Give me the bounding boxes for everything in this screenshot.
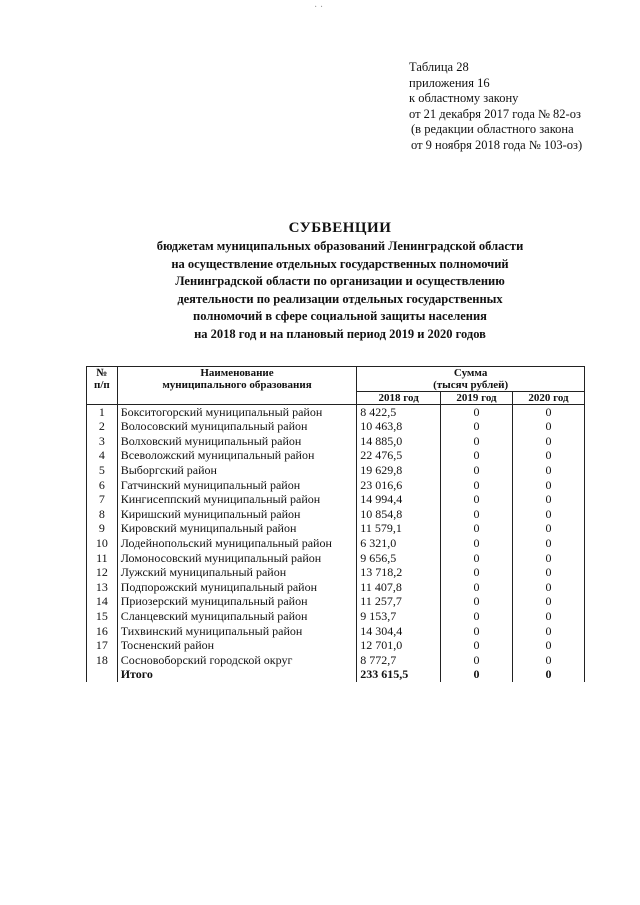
cell-name: Сланцевский муниципальный район bbox=[117, 609, 357, 624]
total-label: Итого bbox=[117, 668, 357, 683]
header-name-line1: Наименование bbox=[200, 367, 274, 379]
cell-2019: 0 bbox=[441, 493, 513, 508]
table-total-row bbox=[87, 668, 585, 683]
subventions-table bbox=[86, 366, 585, 682]
cell-name: Сосновоборский городской округ bbox=[117, 653, 357, 668]
cell-2019: 0 bbox=[441, 609, 513, 624]
annex-reference bbox=[409, 60, 582, 153]
cell-2020: 0 bbox=[513, 522, 585, 537]
cell-2020: 0 bbox=[513, 449, 585, 464]
cell-number bbox=[87, 668, 118, 683]
cell-2020: 0 bbox=[513, 536, 585, 551]
cell-number: 12 bbox=[87, 566, 118, 581]
cell-number: 7 bbox=[87, 493, 118, 508]
cell-2019: 0 bbox=[441, 536, 513, 551]
cell-name: Волховский муниципальный район bbox=[117, 434, 357, 449]
table-row bbox=[87, 420, 585, 435]
title-line: на 2018 год и на плановый период 2019 и 2020 годов bbox=[194, 326, 486, 341]
cell-number: 8 bbox=[87, 507, 118, 522]
cell-2020: 0 bbox=[513, 463, 585, 478]
cell-name: Кировский муниципальный район bbox=[117, 522, 357, 537]
table-row bbox=[87, 551, 585, 566]
cell-name: Волосовский муниципальный район bbox=[117, 420, 357, 435]
cell-2020: 0 bbox=[513, 434, 585, 449]
table-row bbox=[87, 609, 585, 624]
cell-2020: 0 bbox=[513, 595, 585, 610]
cell-2020: 0 bbox=[513, 405, 585, 420]
total-2018: 233 615,5 bbox=[357, 668, 441, 683]
cell-number: 15 bbox=[87, 609, 118, 624]
cell-2018: 10 463,8 bbox=[357, 420, 441, 435]
cell-2018: 11 579,1 bbox=[357, 522, 441, 537]
cell-2020: 0 bbox=[513, 478, 585, 493]
cell-2020: 0 bbox=[513, 653, 585, 668]
header-sum-line1: Сумма bbox=[453, 367, 488, 379]
cell-2019: 0 bbox=[441, 463, 513, 478]
annex-line: (в редакции областного закона bbox=[411, 122, 574, 136]
cell-2020: 0 bbox=[513, 580, 585, 595]
table-header-row bbox=[87, 367, 585, 392]
cell-2020: 0 bbox=[513, 624, 585, 639]
cell-2018: 19 629,8 bbox=[357, 463, 441, 478]
cell-2020: 0 bbox=[513, 639, 585, 654]
annex-line: к областному закону bbox=[409, 91, 519, 105]
cell-number: 16 bbox=[87, 624, 118, 639]
cell-number: 4 bbox=[87, 449, 118, 464]
cell-2019: 0 bbox=[441, 420, 513, 435]
cell-2019: 0 bbox=[441, 595, 513, 610]
total-2020: 0 bbox=[513, 668, 585, 683]
cell-2020: 0 bbox=[513, 507, 585, 522]
page-mark: · · bbox=[314, 2, 324, 13]
cell-2018: 10 854,8 bbox=[357, 507, 441, 522]
cell-name: Лужский муниципальный район bbox=[117, 566, 357, 581]
annex-line: от 9 ноября 2018 года № 103-оз) bbox=[411, 137, 583, 152]
document-title bbox=[80, 220, 600, 343]
cell-2019: 0 bbox=[441, 566, 513, 581]
table-row bbox=[87, 522, 585, 537]
cell-2019: 0 bbox=[441, 405, 513, 420]
cell-number: 17 bbox=[87, 639, 118, 654]
cell-number: 14 bbox=[87, 595, 118, 610]
table-row bbox=[87, 580, 585, 595]
cell-2018: 14 304,4 bbox=[357, 624, 441, 639]
cell-2020: 0 bbox=[513, 551, 585, 566]
table-row bbox=[87, 536, 585, 551]
title-line: на осуществление отдельных государственных полномочий bbox=[171, 256, 509, 271]
header-number-line2: п/п bbox=[93, 379, 110, 391]
cell-name: Ломоносовский муниципальный район bbox=[117, 551, 357, 566]
cell-2019: 0 bbox=[441, 580, 513, 595]
cell-name: Бокситогорский муниципальный район bbox=[117, 405, 357, 420]
table-row bbox=[87, 478, 585, 493]
table-row bbox=[87, 653, 585, 668]
table-row bbox=[87, 463, 585, 478]
cell-2019: 0 bbox=[441, 507, 513, 522]
cell-2018: 6 321,0 bbox=[357, 536, 441, 551]
total-2019: 0 bbox=[441, 668, 513, 683]
cell-name: Тосненский район bbox=[117, 639, 357, 654]
header-number bbox=[87, 367, 118, 405]
annex-line: приложения 16 bbox=[409, 75, 490, 90]
cell-2018: 13 718,2 bbox=[357, 566, 441, 581]
cell-2018: 11 407,8 bbox=[357, 580, 441, 595]
header-number-line1: № bbox=[96, 367, 108, 379]
cell-2018: 11 257,7 bbox=[357, 595, 441, 610]
cell-name: Гатчинский муниципальный район bbox=[117, 478, 357, 493]
header-name bbox=[117, 367, 357, 405]
cell-number: 13 bbox=[87, 580, 118, 595]
header-sum bbox=[357, 367, 585, 392]
title-line: бюджетам муниципальных образований Ленинградской области bbox=[156, 239, 524, 253]
cell-2018: 14 885,0 bbox=[357, 434, 441, 449]
cell-number: 2 bbox=[87, 420, 118, 435]
table-row bbox=[87, 493, 585, 508]
table-row bbox=[87, 405, 585, 420]
title-main: СУБВЕНЦИИ bbox=[288, 220, 392, 236]
cell-2019: 0 bbox=[441, 551, 513, 566]
cell-2019: 0 bbox=[441, 522, 513, 537]
table-row bbox=[87, 624, 585, 639]
cell-2018: 9 153,7 bbox=[357, 609, 441, 624]
cell-2020: 0 bbox=[513, 420, 585, 435]
title-line: деятельности по реализации отдельных государственных bbox=[177, 291, 503, 306]
title-line: Ленинградской области по организации и осуществлению bbox=[175, 274, 505, 288]
header-sum-line2: (тысяч рублей) bbox=[433, 379, 509, 391]
cell-2019: 0 bbox=[441, 434, 513, 449]
cell-name: Тихвинский муниципальный район bbox=[117, 624, 357, 639]
cell-number: 6 bbox=[87, 478, 118, 493]
cell-name: Приозерский муниципальный район bbox=[117, 595, 357, 610]
cell-number: 5 bbox=[87, 463, 118, 478]
header-year-2018: 2018 год bbox=[357, 392, 441, 405]
table-row bbox=[87, 639, 585, 654]
cell-name: Всеволожский муниципальный район bbox=[117, 449, 357, 464]
header-year-2019: 2019 год bbox=[441, 392, 513, 405]
cell-name: Кингисеппский муниципальный район bbox=[117, 493, 357, 508]
cell-name: Выборгский район bbox=[117, 463, 357, 478]
cell-2018: 12 701,0 bbox=[357, 639, 441, 654]
cell-2020: 0 bbox=[513, 493, 585, 508]
cell-2020: 0 bbox=[513, 609, 585, 624]
cell-2019: 0 bbox=[441, 653, 513, 668]
cell-2019: 0 bbox=[441, 624, 513, 639]
annex-line: Таблица 28 bbox=[409, 60, 469, 74]
table-row bbox=[87, 566, 585, 581]
cell-2019: 0 bbox=[441, 639, 513, 654]
cell-2019: 0 bbox=[441, 478, 513, 493]
cell-number: 1 bbox=[87, 405, 118, 420]
header-name-line2: муниципального образования bbox=[162, 379, 312, 391]
cell-name: Подпорожский муниципальный район bbox=[117, 580, 357, 595]
cell-2018: 9 656,5 bbox=[357, 551, 441, 566]
cell-2018: 22 476,5 bbox=[357, 449, 441, 464]
cell-2018: 23 016,6 bbox=[357, 478, 441, 493]
cell-2018: 8 422,5 bbox=[357, 405, 441, 420]
cell-number: 9 bbox=[87, 522, 118, 537]
cell-number: 18 bbox=[87, 653, 118, 668]
cell-number: 11 bbox=[87, 551, 118, 566]
cell-2018: 14 994,4 bbox=[357, 493, 441, 508]
cell-number: 10 bbox=[87, 536, 118, 551]
cell-2018: 8 772,7 bbox=[357, 653, 441, 668]
cell-2019: 0 bbox=[441, 449, 513, 464]
table-row bbox=[87, 595, 585, 610]
table-row bbox=[87, 434, 585, 449]
title-line: полномочий в сфере социальной защиты населения bbox=[193, 309, 487, 323]
table-row bbox=[87, 449, 585, 464]
table-row bbox=[87, 507, 585, 522]
cell-2020: 0 bbox=[513, 566, 585, 581]
header-year-2020: 2020 год bbox=[513, 392, 585, 405]
annex-line: от 21 декабря 2017 года № 82-оз bbox=[409, 106, 581, 121]
cell-name: Лодейнопольский муниципальный район bbox=[117, 536, 357, 551]
cell-name: Киришский муниципальный район bbox=[117, 507, 357, 522]
cell-number: 3 bbox=[87, 434, 118, 449]
